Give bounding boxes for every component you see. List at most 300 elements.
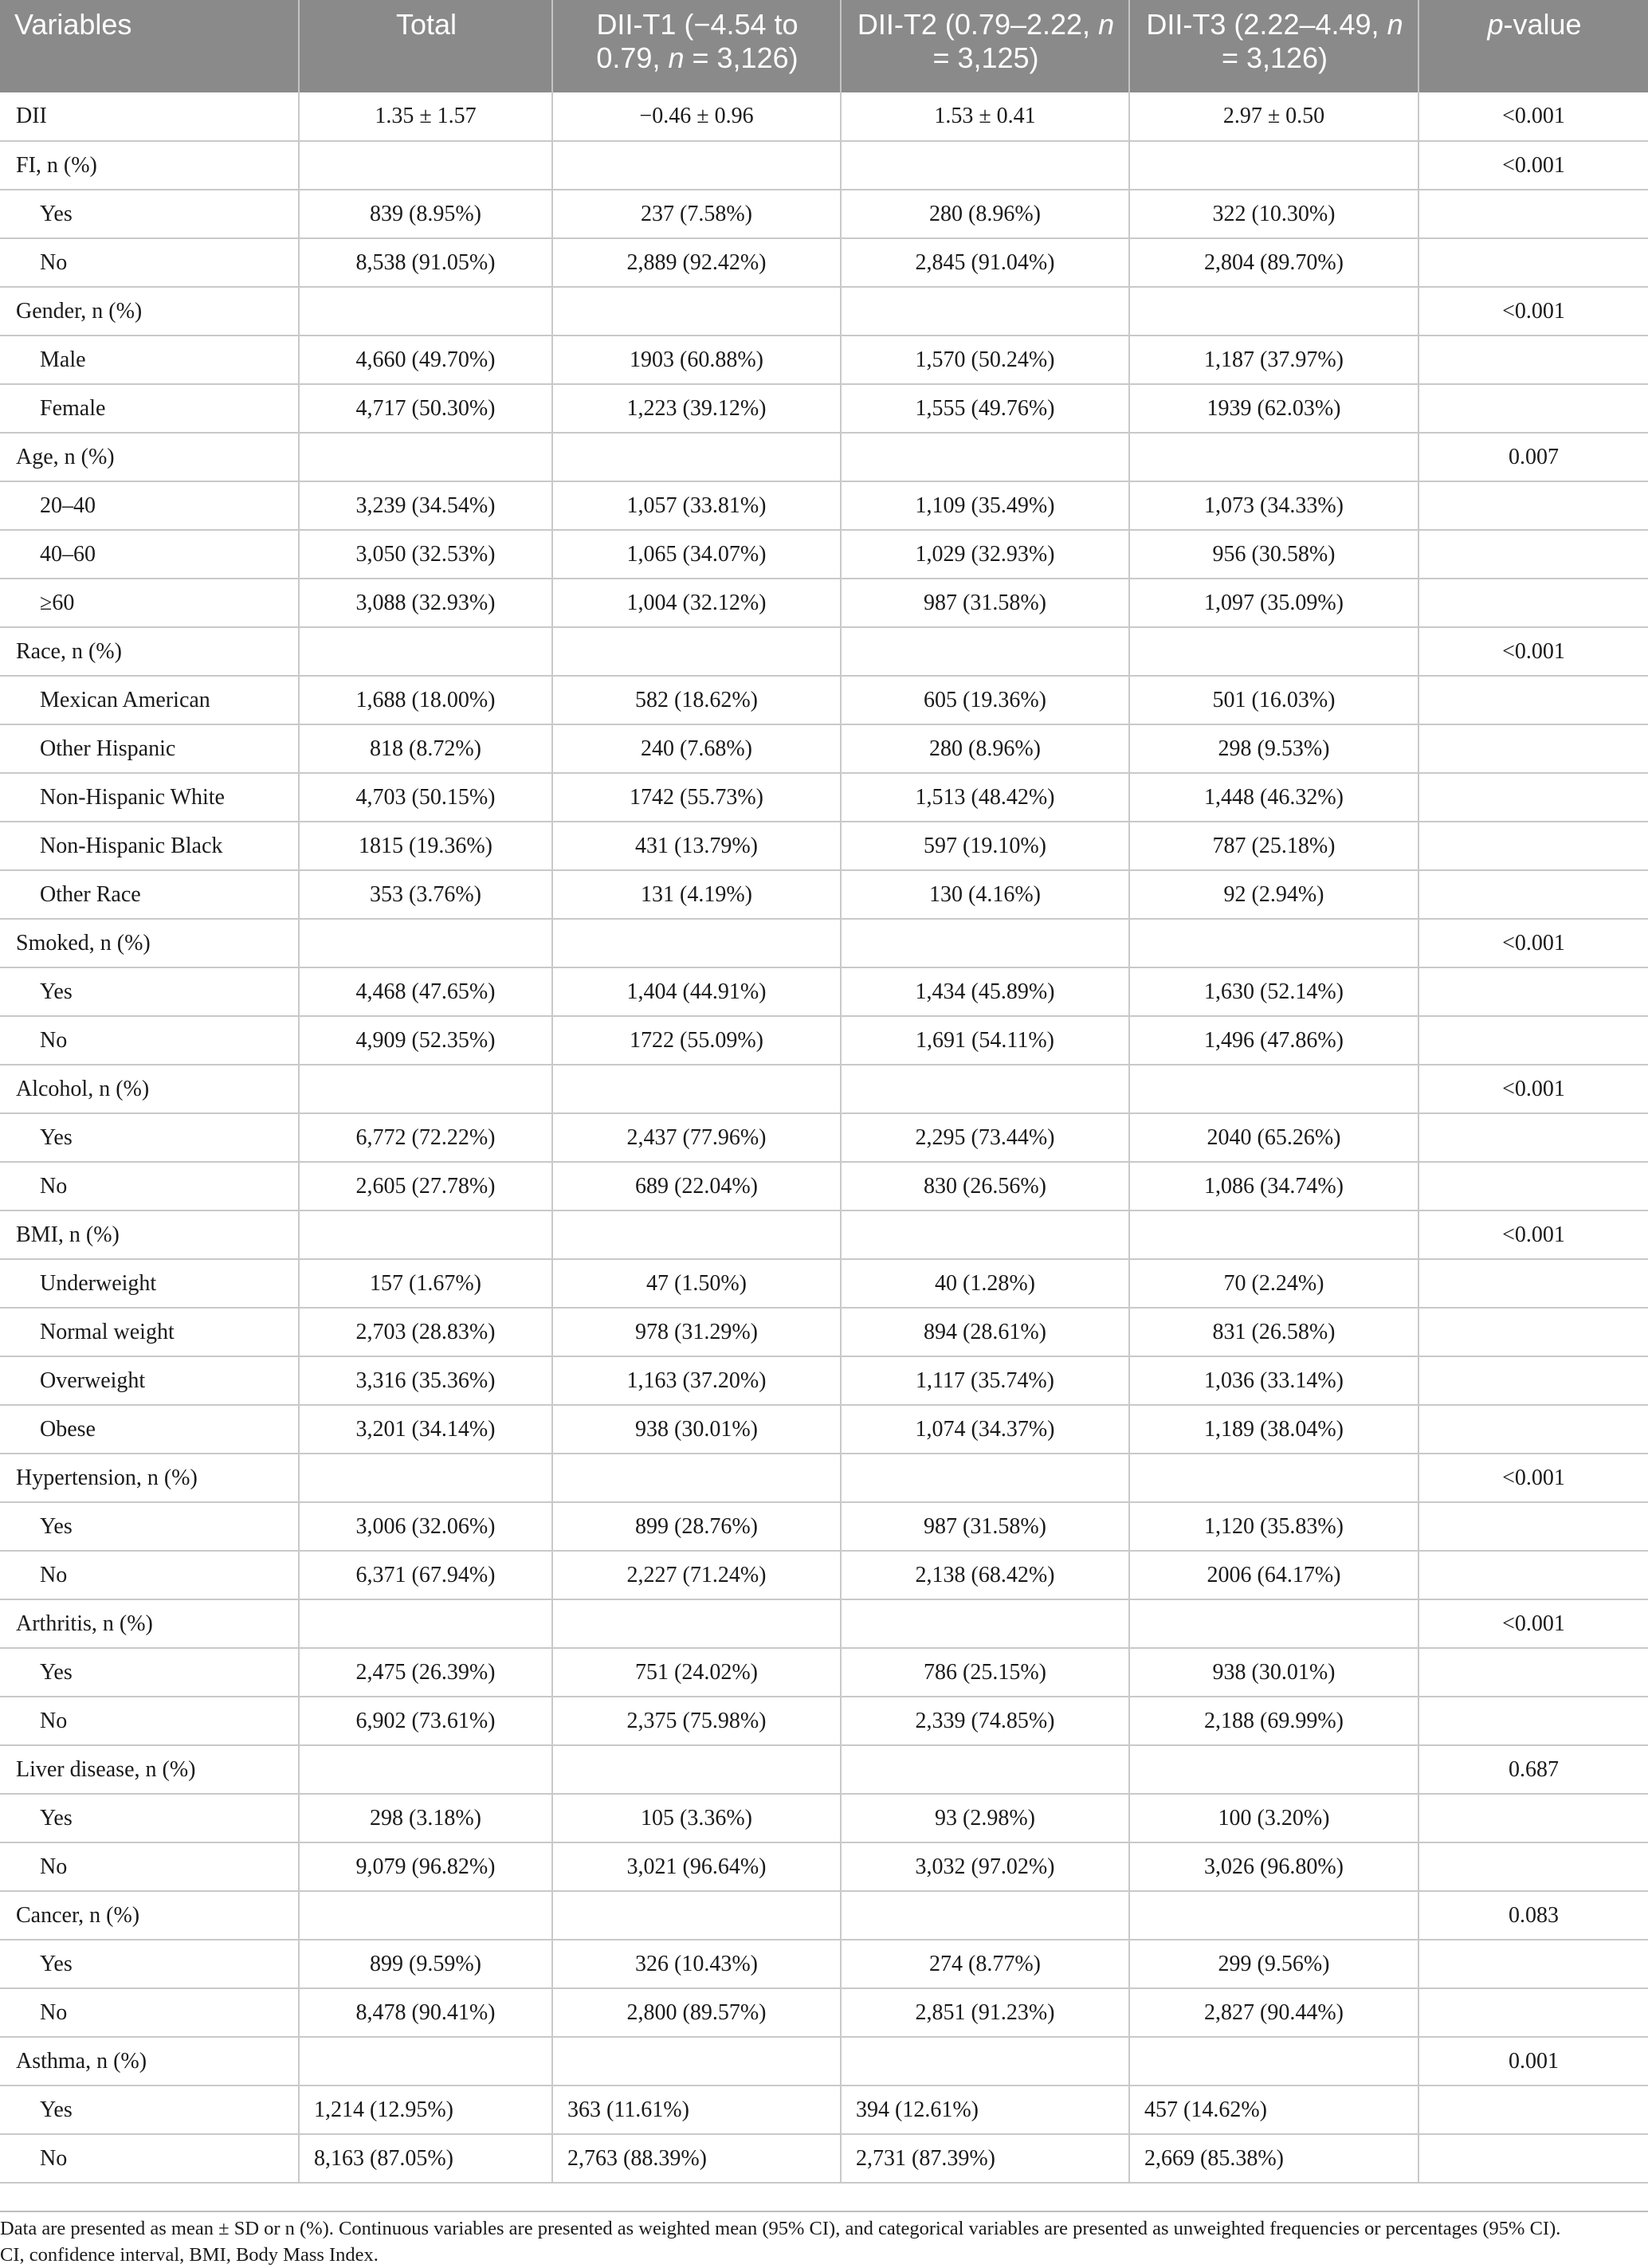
table-row [0,676,1648,724]
dii-t2-cell: 830 (26.56%) [841,1162,1129,1211]
dii-t2-cell: 1,570 (50.24%) [841,335,1129,384]
table-row [0,1697,1648,1745]
dii-t2-cell: 786 (25.15%) [841,1648,1129,1697]
dii-t2-cell: 1,029 (32.93%) [841,530,1129,579]
row-label: No [0,2134,299,2183]
dii-t2-cell: 605 (19.36%) [841,676,1129,724]
row-label: DII [0,92,299,141]
dii-t1-cell: 689 (22.04%) [552,1162,841,1211]
table-row [0,384,1648,433]
total-cell: 4,660 (49.70%) [299,335,552,384]
total-cell: 3,088 (32.93%) [299,579,552,627]
p-value-cell [1418,2086,1648,2134]
dii-t1-cell: 3,021 (96.64%) [552,1842,841,1891]
dii-t1-cell [552,2037,841,2086]
dii-t1-cell: 1,404 (44.91%) [552,967,841,1016]
total-cell [299,2037,552,2086]
dii-t1-cell: 2,763 (88.39%) [552,2134,841,2183]
table-header [0,0,1648,92]
total-cell: 4,468 (47.65%) [299,967,552,1016]
dii-t3-cell: 2,827 (90.44%) [1129,1988,1418,2037]
dii-t1-cell: 938 (30.01%) [552,1405,841,1454]
dii-t2-cell [841,1599,1129,1648]
dii-t3-cell: 322 (10.30%) [1129,190,1418,238]
table-row [0,2134,1648,2183]
total-cell: 3,316 (35.36%) [299,1356,552,1405]
dii-t2-cell: 597 (19.10%) [841,822,1129,870]
p-value-cell [1418,1113,1648,1162]
table-row [0,919,1648,967]
row-label: Non-Hispanic Black [0,822,299,870]
p-value-cell [1418,1259,1648,1308]
table-row [0,1356,1648,1405]
dii-t3-cell: 1,189 (38.04%) [1129,1405,1418,1454]
dii-t3-cell: 457 (14.62%) [1129,2086,1418,2134]
total-cell [299,1891,552,1940]
dii-t3-cell [1129,2037,1418,2086]
p-value-cell: <0.001 [1418,141,1648,190]
dii-t3-cell: 2,188 (69.99%) [1129,1697,1418,1745]
total-cell: 298 (3.18%) [299,1794,552,1842]
total-cell [299,141,552,190]
table-row [0,238,1648,287]
p-value-cell [1418,530,1648,579]
total-cell: 2,703 (28.83%) [299,1308,552,1356]
p-value-cell [1418,1988,1648,2037]
total-cell: 4,703 (50.15%) [299,773,552,822]
dii-t2-cell: 280 (8.96%) [841,724,1129,773]
dii-t1-cell [552,1454,841,1502]
dii-t2-cell: 394 (12.61%) [841,2086,1129,2134]
dii-t1-cell [552,1211,841,1259]
total-cell: 899 (9.59%) [299,1940,552,1988]
dii-t2-cell: 2,339 (74.85%) [841,1697,1129,1745]
dii-t2-cell: 1,109 (35.49%) [841,481,1129,530]
table-row [0,1794,1648,1842]
p-value-cell: 0.083 [1418,1891,1648,1940]
table-body [0,92,1648,2183]
total-cell [299,627,552,676]
dii-t1-cell [552,287,841,335]
header-variables: Variables [0,0,299,92]
total-cell: 4,909 (52.35%) [299,1016,552,1065]
table-row [0,1405,1648,1454]
table-row [0,433,1648,481]
dii-t2-cell [841,2037,1129,2086]
p-value-cell: <0.001 [1418,92,1648,141]
table-row [0,530,1648,579]
dii-t1-cell: 47 (1.50%) [552,1259,841,1308]
p-value-cell [1418,1551,1648,1599]
dii-t2-cell [841,433,1129,481]
dii-t2-cell: 93 (2.98%) [841,1794,1129,1842]
row-label: Yes [0,1648,299,1697]
table-row [0,1842,1648,1891]
total-cell: 157 (1.67%) [299,1259,552,1308]
dii-t3-cell: 299 (9.56%) [1129,1940,1418,1988]
table-row [0,481,1648,530]
dii-t3-cell: 298 (9.53%) [1129,724,1418,773]
table-row [0,627,1648,676]
p-value-cell [1418,724,1648,773]
dii-t3-cell [1129,1599,1418,1648]
dii-t2-cell [841,1065,1129,1113]
dii-t2-cell [841,1211,1129,1259]
table-row [0,1113,1648,1162]
total-cell: 9,079 (96.82%) [299,1842,552,1891]
row-label: 20–40 [0,481,299,530]
dii-t1-cell: 1,163 (37.20%) [552,1356,841,1405]
row-label: Normal weight [0,1308,299,1356]
p-value-cell [1418,1405,1648,1454]
total-cell: 1,688 (18.00%) [299,676,552,724]
dii-t2-cell [841,1454,1129,1502]
dii-t3-cell: 1,097 (35.09%) [1129,579,1418,627]
dii-t1-cell [552,627,841,676]
dii-t3-cell: 2.97 ± 0.50 [1129,92,1418,141]
row-label: FI, n (%) [0,141,299,190]
p-value-cell [1418,1940,1648,1988]
dii-t1-cell: 751 (24.02%) [552,1648,841,1697]
total-cell [299,287,552,335]
dii-t2-cell: 2,731 (87.39%) [841,2134,1129,2183]
p-value-cell: <0.001 [1418,627,1648,676]
dii-t3-cell: 1,120 (35.83%) [1129,1502,1418,1551]
dii-t3-cell [1129,1891,1418,1940]
row-label: No [0,1842,299,1891]
total-cell: 4,717 (50.30%) [299,384,552,433]
dii-t2-cell: 3,032 (97.02%) [841,1842,1129,1891]
p-value-cell [1418,870,1648,919]
dii-t2-cell: 987 (31.58%) [841,579,1129,627]
row-label: Yes [0,2086,299,2134]
table-row [0,967,1648,1016]
dii-t1-cell [552,433,841,481]
dii-t3-cell: 2040 (65.26%) [1129,1113,1418,1162]
row-label: No [0,1016,299,1065]
total-cell: 1.35 ± 1.57 [299,92,552,141]
dii-t3-cell [1129,1211,1418,1259]
p-value-cell [1418,1356,1648,1405]
row-label: Obese [0,1405,299,1454]
dii-t2-cell: 1,074 (34.37%) [841,1405,1129,1454]
row-label: Yes [0,190,299,238]
total-cell [299,1454,552,1502]
dii-t1-cell [552,1065,841,1113]
table-row [0,1259,1648,1308]
dii-t3-cell: 2006 (64.17%) [1129,1551,1418,1599]
table-row [0,1599,1648,1648]
dii-t3-cell: 100 (3.20%) [1129,1794,1418,1842]
dii-t1-cell: −0.46 ± 0.96 [552,92,841,141]
dii-t1-cell: 2,889 (92.42%) [552,238,841,287]
row-label: Yes [0,1940,299,1988]
header-dii-t3: DII-T3 (2.22–4.49, n = 3,126) [1129,0,1418,92]
dii-t2-cell: 1,513 (48.42%) [841,773,1129,822]
p-value-cell [1418,1502,1648,1551]
p-value-cell [1418,1794,1648,1842]
table-row [0,1940,1648,1988]
dii-t1-cell: 431 (13.79%) [552,822,841,870]
p-value-cell: <0.001 [1418,287,1648,335]
total-cell [299,1065,552,1113]
total-cell: 6,902 (73.61%) [299,1697,552,1745]
table-row [0,1308,1648,1356]
p-value-cell [1418,190,1648,238]
dii-t3-cell: 1,448 (46.32%) [1129,773,1418,822]
table-row [0,1648,1648,1697]
row-label: BMI, n (%) [0,1211,299,1259]
p-value-cell: 0.687 [1418,1745,1648,1794]
row-label: Cancer, n (%) [0,1891,299,1940]
dii-t2-cell: 987 (31.58%) [841,1502,1129,1551]
table-row [0,1162,1648,1211]
table-row [0,2086,1648,2134]
row-label: Male [0,335,299,384]
dii-t3-cell [1129,433,1418,481]
row-label: No [0,1988,299,2037]
dii-t1-cell: 2,437 (77.96%) [552,1113,841,1162]
row-label: Other Hispanic [0,724,299,773]
dii-t2-cell: 130 (4.16%) [841,870,1129,919]
dii-t2-cell [841,919,1129,967]
dii-t2-cell: 1,434 (45.89%) [841,967,1129,1016]
dii-t2-cell: 1.53 ± 0.41 [841,92,1129,141]
p-value-cell [1418,1842,1648,1891]
dii-t1-cell: 978 (31.29%) [552,1308,841,1356]
row-label: Yes [0,967,299,1016]
dii-t1-cell: 1903 (60.88%) [552,335,841,384]
dii-t3-cell [1129,287,1418,335]
total-cell: 353 (3.76%) [299,870,552,919]
row-label: Underweight [0,1259,299,1308]
total-cell: 3,239 (34.54%) [299,481,552,530]
dii-t3-cell [1129,1454,1418,1502]
table-row [0,822,1648,870]
table-row [0,1065,1648,1113]
p-value-cell [1418,1016,1648,1065]
row-label: Other Race [0,870,299,919]
dii-t2-cell: 2,295 (73.44%) [841,1113,1129,1162]
row-label: No [0,1697,299,1745]
row-label: Arthritis, n (%) [0,1599,299,1648]
row-label: Female [0,384,299,433]
dii-t2-cell: 1,117 (35.74%) [841,1356,1129,1405]
dii-t3-cell: 3,026 (96.80%) [1129,1842,1418,1891]
table-row [0,92,1648,141]
total-cell [299,1745,552,1794]
row-label: Race, n (%) [0,627,299,676]
table-row [0,1016,1648,1065]
table-row [0,1745,1648,1794]
header-total: Total [299,0,552,92]
dii-t3-cell: 1939 (62.03%) [1129,384,1418,433]
row-label: Alcohol, n (%) [0,1065,299,1113]
p-value-cell [1418,481,1648,530]
p-value-cell [1418,2134,1648,2183]
dii-t2-cell [841,287,1129,335]
p-value-cell: 0.001 [1418,2037,1648,2086]
p-value-cell: <0.001 [1418,1454,1648,1502]
row-label: No [0,238,299,287]
header-p-value: p-value [1418,0,1648,92]
row-label: Mexican American [0,676,299,724]
dii-t3-cell: 938 (30.01%) [1129,1648,1418,1697]
dii-t1-cell: 1,065 (34.07%) [552,530,841,579]
row-label: Gender, n (%) [0,287,299,335]
table-row [0,870,1648,919]
total-cell: 2,475 (26.39%) [299,1648,552,1697]
dii-t2-cell: 2,851 (91.23%) [841,1988,1129,2037]
total-cell [299,919,552,967]
dii-t1-cell: 1,057 (33.81%) [552,481,841,530]
dii-t3-cell: 1,187 (37.97%) [1129,335,1418,384]
dii-t3-cell: 1,630 (52.14%) [1129,967,1418,1016]
table-row [0,1551,1648,1599]
dii-t1-cell: 240 (7.68%) [552,724,841,773]
table-row [0,773,1648,822]
dii-t1-cell: 582 (18.62%) [552,676,841,724]
p-value-cell [1418,822,1648,870]
dii-t1-cell: 1,223 (39.12%) [552,384,841,433]
dii-t3-cell: 956 (30.58%) [1129,530,1418,579]
p-value-cell [1418,1162,1648,1211]
dii-t3-cell: 787 (25.18%) [1129,822,1418,870]
table-row [0,1211,1648,1259]
dii-t1-cell: 2,800 (89.57%) [552,1988,841,2037]
total-cell: 8,538 (91.05%) [299,238,552,287]
dii-t1-cell: 1722 (55.09%) [552,1016,841,1065]
dii-t2-cell: 894 (28.61%) [841,1308,1129,1356]
table-row [0,1502,1648,1551]
dii-t3-cell: 1,073 (34.33%) [1129,481,1418,530]
total-cell: 8,163 (87.05%) [299,2134,552,2183]
p-value-cell [1418,384,1648,433]
table-row [0,335,1648,384]
row-label: Hypertension, n (%) [0,1454,299,1502]
dii-t3-cell: 2,804 (89.70%) [1129,238,1418,287]
dii-t1-cell: 237 (7.58%) [552,190,841,238]
table-row [0,287,1648,335]
p-value-cell: <0.001 [1418,1599,1648,1648]
dii-t1-cell [552,1599,841,1648]
total-cell: 8,478 (90.41%) [299,1988,552,2037]
total-cell: 2,605 (27.78%) [299,1162,552,1211]
p-value-cell [1418,1697,1648,1745]
dii-t3-cell: 1,086 (34.74%) [1129,1162,1418,1211]
p-value-cell [1418,1648,1648,1697]
dii-t2-cell: 40 (1.28%) [841,1259,1129,1308]
dii-t3-cell: 1,496 (47.86%) [1129,1016,1418,1065]
header-dii-t1: DII-T1 (−4.54 to 0.79, n = 3,126) [552,0,841,92]
row-label: Yes [0,1113,299,1162]
row-label: ≥60 [0,579,299,627]
dii-t2-cell: 274 (8.77%) [841,1940,1129,1988]
total-cell: 3,006 (32.06%) [299,1502,552,1551]
p-value-cell [1418,579,1648,627]
total-cell: 818 (8.72%) [299,724,552,773]
row-label: No [0,1551,299,1599]
dii-t2-cell: 1,691 (54.11%) [841,1016,1129,1065]
dii-t2-cell [841,1891,1129,1940]
total-cell: 6,371 (67.94%) [299,1551,552,1599]
dii-t1-cell: 899 (28.76%) [552,1502,841,1551]
total-cell: 3,201 (34.14%) [299,1405,552,1454]
row-label: Liver disease, n (%) [0,1745,299,1794]
table-footnote [0,2211,1648,2268]
total-cell [299,1211,552,1259]
dii-t2-cell: 280 (8.96%) [841,190,1129,238]
table-row [0,1454,1648,1502]
p-value-cell [1418,773,1648,822]
dii-t3-cell: 92 (2.94%) [1129,870,1418,919]
p-value-cell: 0.007 [1418,433,1648,481]
total-cell: 1815 (19.36%) [299,822,552,870]
table-row [0,190,1648,238]
dii-t1-cell [552,141,841,190]
row-label: Yes [0,1502,299,1551]
table-row [0,1988,1648,2037]
header-dii-t2: DII-T2 (0.79–2.22, n = 3,125) [841,0,1129,92]
p-value-cell: <0.001 [1418,919,1648,967]
row-label: Smoked, n (%) [0,919,299,967]
row-label: No [0,1162,299,1211]
dii-t1-cell: 131 (4.19%) [552,870,841,919]
table-row [0,141,1648,190]
p-value-cell [1418,1308,1648,1356]
p-value-cell [1418,238,1648,287]
dii-t1-cell [552,1891,841,1940]
p-value-cell [1418,335,1648,384]
table-row [0,724,1648,773]
total-cell [299,1599,552,1648]
total-cell: 3,050 (32.53%) [299,530,552,579]
dii-t1-cell: 1,004 (32.12%) [552,579,841,627]
dii-t2-cell: 2,845 (91.04%) [841,238,1129,287]
p-value-cell [1418,967,1648,1016]
total-cell: 1,214 (12.95%) [299,2086,552,2134]
p-value-cell: <0.001 [1418,1065,1648,1113]
table-row [0,2037,1648,2086]
footnote-line-1: Data are presented as mean ± SD or n (%). Continuous variables are presented as weighted mean (95% CI), and categorical variables are presented as unweighted frequencies or percentages (95% CI). [0,2218,1561,2239]
total-cell: 6,772 (72.22%) [299,1113,552,1162]
dii-t2-cell: 2,138 (68.42%) [841,1551,1129,1599]
dii-t3-cell [1129,919,1418,967]
dii-t1-cell [552,919,841,967]
dii-t3-cell: 831 (26.58%) [1129,1308,1418,1356]
dii-t3-cell: 2,669 (85.38%) [1129,2134,1418,2183]
row-label: Yes [0,1794,299,1842]
dii-t3-cell [1129,1745,1418,1794]
dii-t1-cell: 326 (10.43%) [552,1940,841,1988]
dii-t3-cell: 1,036 (33.14%) [1129,1356,1418,1405]
dii-t3-cell [1129,627,1418,676]
dii-t1-cell: 2,375 (75.98%) [552,1697,841,1745]
row-label: Overweight [0,1356,299,1405]
table-row [0,1891,1648,1940]
dii-t2-cell [841,627,1129,676]
dii-t3-cell: 70 (2.24%) [1129,1259,1418,1308]
dii-t1-cell: 363 (11.61%) [552,2086,841,2134]
row-label: 40–60 [0,530,299,579]
dii-t2-cell [841,141,1129,190]
footnote-line-2: CI, confidence interval, BMI, Body Mass Index. [0,2244,379,2266]
header-row [0,0,1648,92]
dii-t3-cell [1129,1065,1418,1113]
dii-t1-cell [552,1745,841,1794]
table-row [0,579,1648,627]
dii-t3-cell [1129,141,1418,190]
